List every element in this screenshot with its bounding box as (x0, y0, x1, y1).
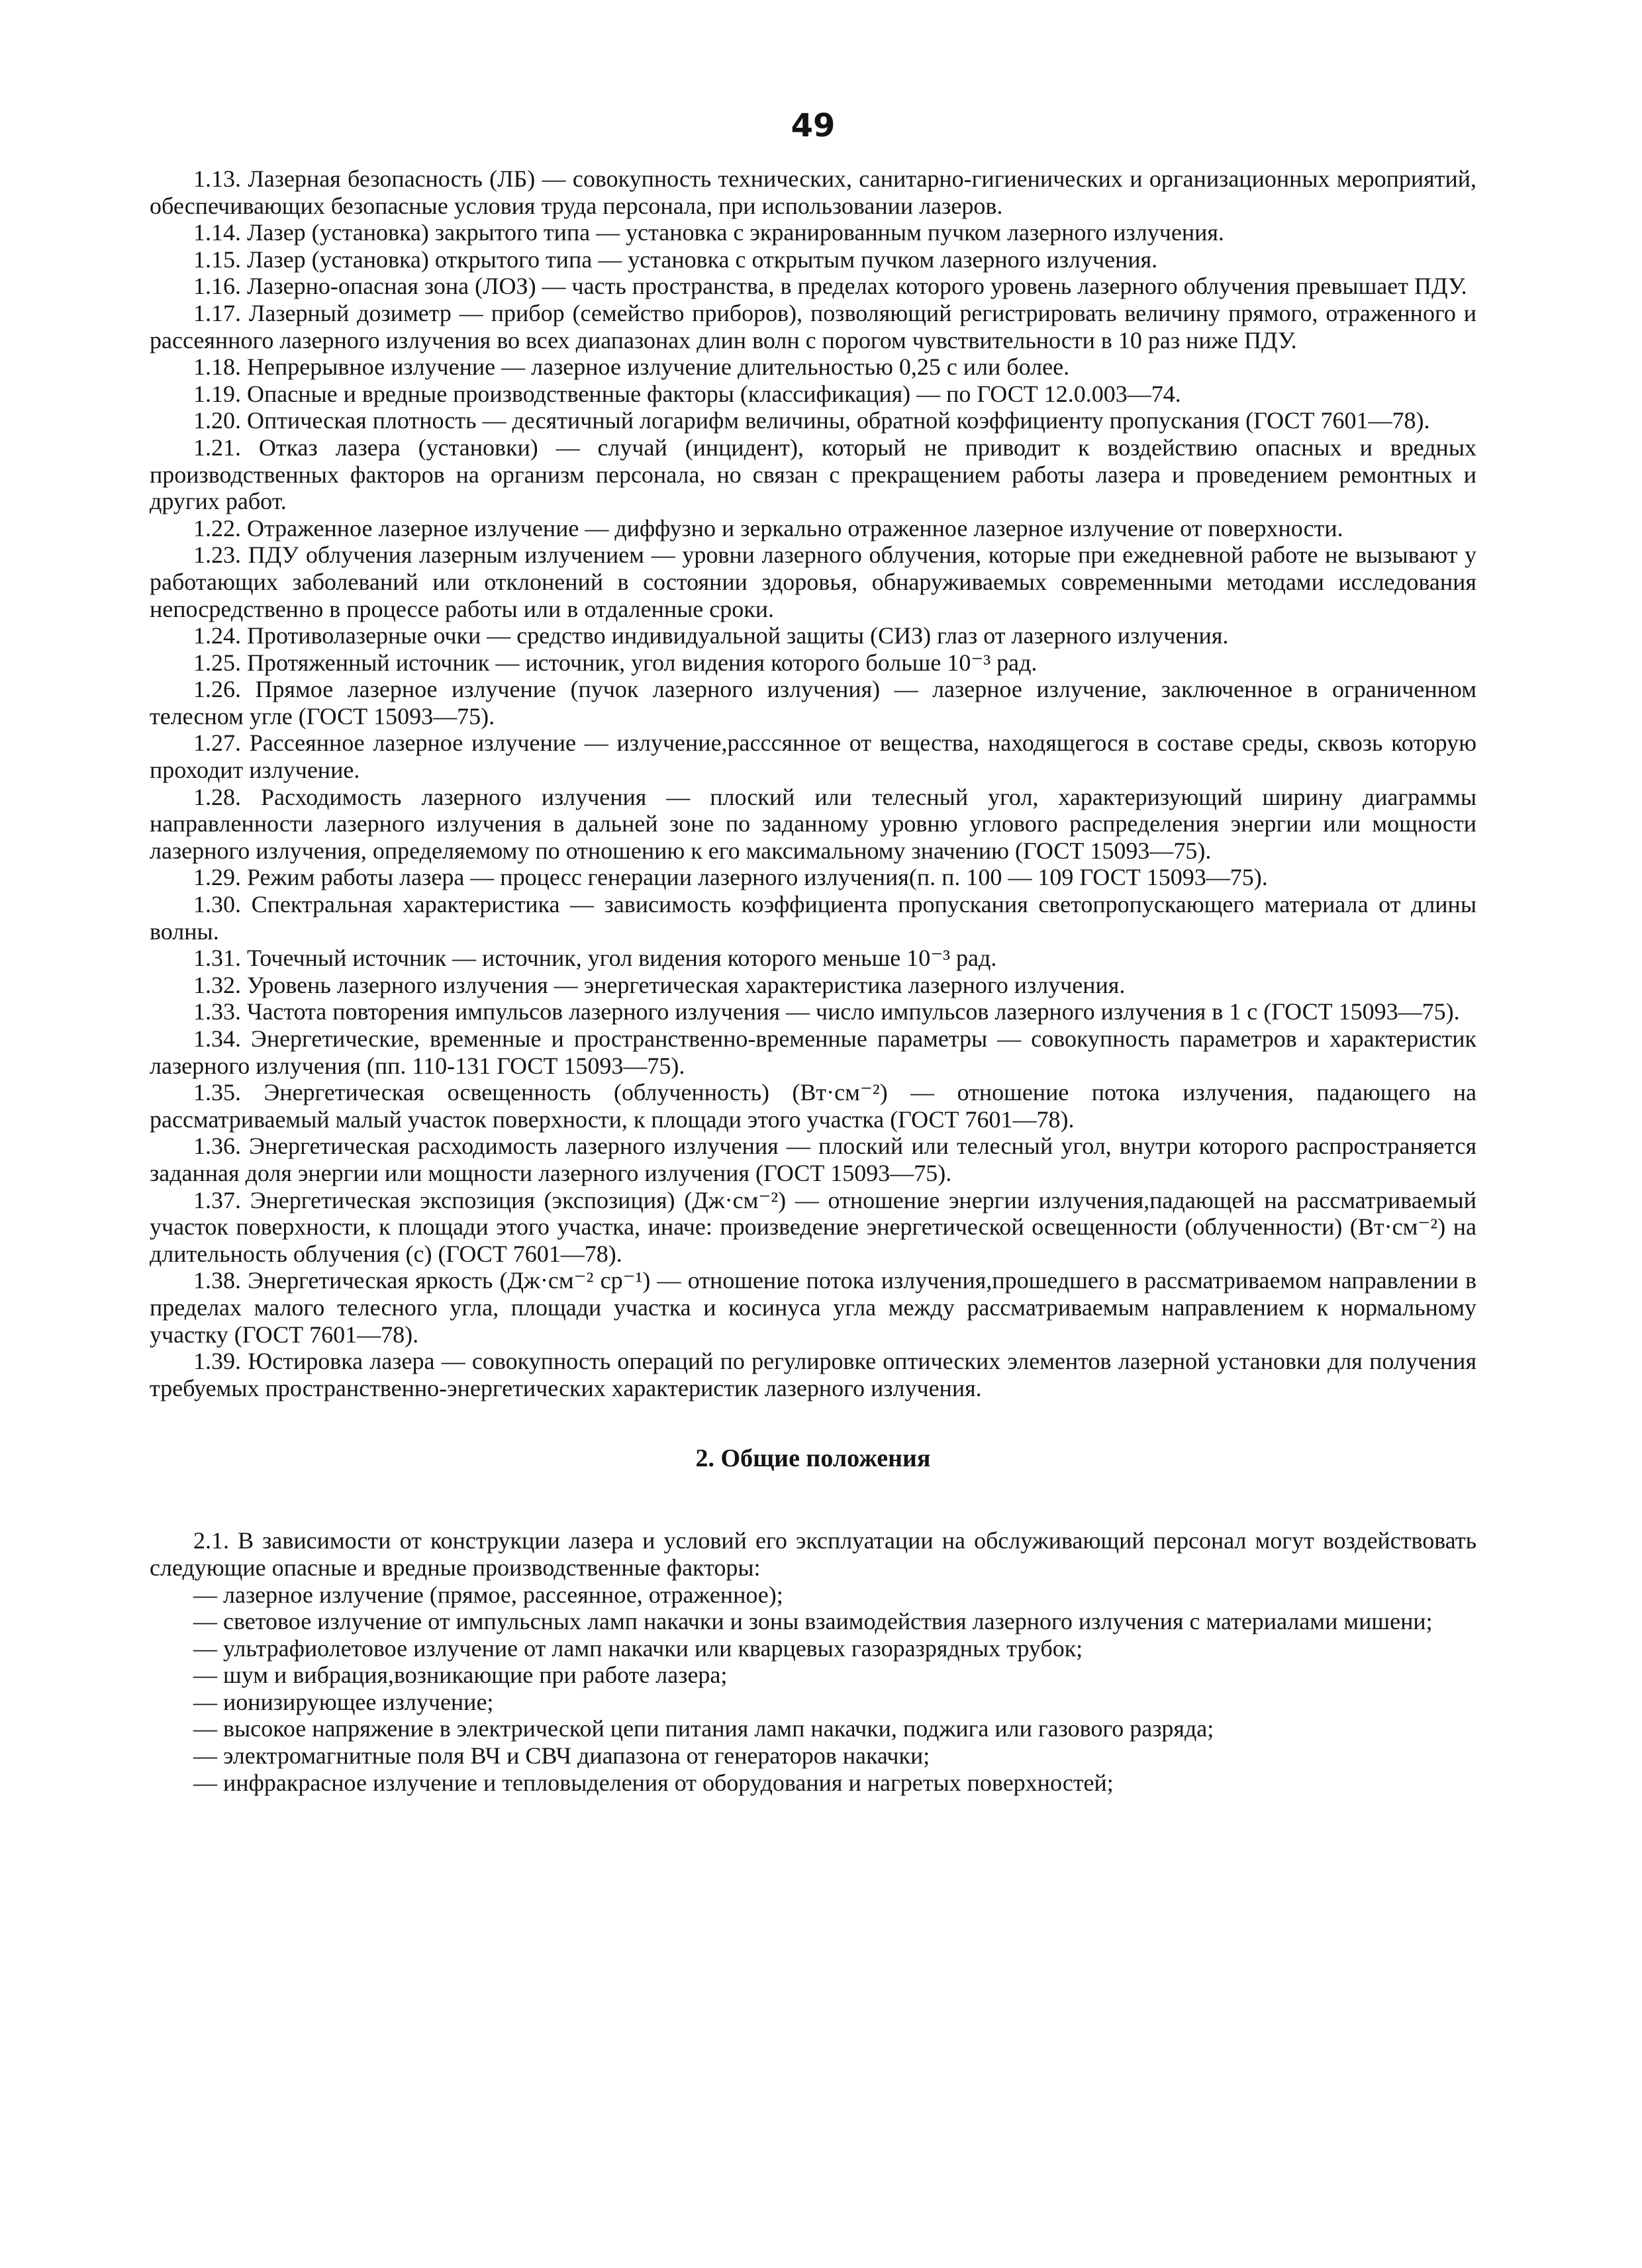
definition-1-28 (150, 784, 1476, 865)
definition-text: Энергетическая экспозиция (экспозиция) (Дж·см⁻²) — отношение энергии излучения,падающей на рассматриваемый участок поверхности, к площади этого участка, иначе: произведение энергетической освещенности (облученности) (Вт·см⁻²) на длительность облучения (с) (ГОСТ 7601—78). (150, 1186, 1476, 1267)
definition-number: 1.30. (193, 891, 241, 918)
definition-number: 1.35. (193, 1079, 241, 1106)
definition-number: 1.23. (193, 542, 241, 569)
definition-number: 1.29. (193, 864, 241, 891)
list-item: — световое излучение от импульсных ламп накачки и зоны взаимодействия лазерного излучения с материалами мишени; (193, 1608, 1433, 1635)
definition-number: 1.18. (193, 354, 241, 381)
definition-text: Спектральная характеристика — зависимость коэффициента пропускания светопропускающего материала от длины волны. (150, 891, 1476, 945)
definition-1-19 (150, 381, 1476, 408)
definition-1-21 (150, 434, 1476, 515)
definition-1-30 (150, 891, 1476, 945)
definition-1-27 (150, 730, 1476, 783)
definition-text: Лазер (установка) закрытого типа — установка с экранированным пучком лазерного излучения. (247, 219, 1224, 246)
definition-number: 1.34. (193, 1025, 241, 1052)
definition-1-16 (150, 273, 1476, 300)
definition-1-20 (150, 407, 1476, 434)
definition-number: 1.28. (193, 783, 241, 810)
definition-1-23 (150, 542, 1476, 622)
definition-text: Точечный источник — источник, угол видения которого меньше 10⁻³ рад. (247, 945, 997, 972)
definition-text: Расходимость лазерного излучения — плоский или телесный угол, характеризующий ширину диаграммы направленности лазерного излучения в дальней зоне по заданному уровню углового распределения энергии или мощности лазерного излучения, определяемому по отношению к его максимальному значению (ГОСТ 15093—75). (150, 783, 1476, 864)
definition-text: Лазерно-опасная зона (ЛОЗ) — часть пространства, в пределах которого уровень лазерного облучения превышает ПДУ. (247, 273, 1467, 300)
definition-text: Противолазерные очки — средство индивидуальной защиты (СИЗ) глаз от лазерного излучения. (247, 622, 1229, 649)
definition-number: 1.38. (193, 1267, 241, 1294)
definition-1-37 (150, 1187, 1476, 1268)
definition-1-17 (150, 300, 1476, 354)
definition-text: Лазерная безопасность (ЛБ) — совокупность технических, санитарно-гигиенических и организационных мероприятий, обеспечивающих безопасные условия труда персонала, при использовании лазеров. (150, 165, 1476, 219)
list-item: — ультрафиолетовое излучение от ламп накачки или кварцевых газоразрядных трубок; (193, 1634, 1083, 1662)
definition-number: 1.21. (193, 434, 241, 461)
list-item: — высокое напряжение в электрической цепи питания ламп накачки, поджига или газового разряда; (193, 1715, 1214, 1742)
definition-1-31 (150, 945, 1476, 972)
definition-number: 1.36. (193, 1133, 241, 1160)
definition-1-22 (150, 515, 1476, 542)
definition-1-18 (150, 354, 1476, 381)
definition-text: Прямое лазерное излучение (пучок лазерного излучения) — лазерное излучение, заключенное в ограниченном телесном угле (ГОСТ 15093—75). (150, 676, 1476, 730)
definition-number: 1.19. (193, 380, 241, 407)
definition-text: Лазерный дозиметр — прибор (семейство приборов), позволяющий регистрировать величину прямого, отраженного и рассеянного лазерного излучения во всех диапазонах длин волн с порогом чувствительности в 10 раз ниже ПДУ. (150, 299, 1476, 354)
definition-number: 1.27. (193, 730, 241, 757)
clause-number: 2.1. (193, 1527, 229, 1554)
definition-number: 1.17. (193, 299, 241, 326)
list-item: — электромагнитные поля ВЧ и СВЧ диапазона от генераторов накачки; (193, 1742, 930, 1770)
definition-number: 1.14. (193, 219, 241, 246)
definition-number: 1.26. (193, 676, 241, 703)
definition-1-32 (150, 972, 1476, 999)
definition-1-38 (150, 1267, 1476, 1348)
definition-1-24 (150, 622, 1476, 649)
definition-text: Лазер (установка) открытого типа — установка с открытым пучком лазерного излучения. (247, 246, 1158, 273)
definition-text: Режим работы лазера — процесс генерации лазерного излучения(п. п. 100 — 109 ГОСТ 15093—75). (247, 864, 1268, 891)
definition-number: 1.15. (193, 246, 241, 273)
definition-text: Протяженный источник — источник, угол видения которого больше 10⁻³ рад. (247, 649, 1038, 676)
definition-number: 1.37. (193, 1186, 241, 1213)
definition-1-29 (150, 864, 1476, 891)
definition-text: Оптическая плотность — десятичный логарифм величины, обратной коэффициенту пропускания (ГОСТ 7601—78). (247, 407, 1430, 434)
definition-number: 1.31. (193, 945, 241, 972)
definition-1-35 (150, 1079, 1476, 1133)
clause-2-1 (150, 1527, 1476, 1581)
definition-number: 1.20. (193, 407, 241, 434)
definition-1-33 (150, 998, 1476, 1025)
definition-number: 1.13. (193, 165, 241, 192)
definition-1-13 (150, 165, 1476, 219)
definition-number: 1.32. (193, 971, 241, 998)
definition-number: 1.39. (193, 1348, 241, 1375)
definition-text: Частота повторения импульсов лазерного излучения — число импульсов лазерного излучения в 1 с (ГОСТ 15093—75). (247, 998, 1460, 1025)
definition-1-34 (150, 1025, 1476, 1079)
clause-text: В зависимости от конструкции лазера и условий его эксплуатации на обслуживающий персонал могут воздействовать следующие опасные и вредные производственные факторы: (150, 1527, 1476, 1581)
definition-text: Рассеянное лазерное излучение — излучение,расссянное от вещества, находящегося в составе среды, сквозь которую проходит излучение. (150, 730, 1476, 784)
definition-number: 1.25. (193, 649, 241, 676)
page-number: 49 (791, 107, 836, 144)
hazard-factors-list (150, 1582, 1476, 1797)
section-heading: 2. Общие положения (695, 1444, 931, 1473)
list-item: — шум и вибрация,возникающие при работе лазера; (193, 1662, 728, 1689)
definition-text: Энергетическая яркость (Дж·см⁻² ср⁻¹) — отношение потока излучения,прошедшего в рассматриваемом направлении в пределах малого телесного угла, площади участка и косинуса угла между рассматриваемым направлением к нормальному участку (ГОСТ 7601—78). (150, 1267, 1476, 1348)
definition-number: 1.33. (193, 998, 241, 1025)
definition-number: 1.16. (193, 273, 241, 300)
definition-1-15 (150, 246, 1476, 273)
definition-number: 1.22. (193, 514, 241, 542)
general-provisions-section (150, 1527, 1476, 1796)
definition-1-36 (150, 1133, 1476, 1186)
definition-text: ПДУ облучения лазерным излучением — уровни лазерного облучения, которые при ежедневной работе не вызывают у работающих заболеваний или отклонений в состоянии здоровья, обнаруживаемых современными методами исследования непосредственно в процессе работы или в отдаленные сроки. (150, 542, 1476, 622)
definition-number: 1.24. (193, 622, 241, 649)
definition-text: Энергетическая расходимость лазерного излучения — плоский или телесный угол, внутри которого распространяется заданная доля энергии или мощности лазерного излучения (ГОСТ 15093—75). (150, 1133, 1476, 1186)
definition-text: Энергетическая освещенность (облученность) (Вт·см⁻²) — отношение потока излучения, падающего на рассматриваемый малый участок поверхности, к площади этого участка (ГОСТ 7601—78). (150, 1079, 1476, 1133)
definition-text: Уровень лазерного излучения — энергетическая характеристика лазерного излучения. (247, 971, 1126, 998)
definition-1-25 (150, 649, 1476, 677)
definition-text: Энергетические, временные и пространственно-временные параметры — совокупность параметров и характеристик лазерного излучения (пп. 110-131 ГОСТ 15093—75). (150, 1025, 1476, 1079)
definition-1-14 (150, 219, 1476, 246)
definition-text: Юстировка лазера — совокупность операций по регулировке оптических элементов лазерной установки для получения требуемых пространственно-энергетических характеристик лазерного излучения. (150, 1348, 1476, 1401)
definition-1-26 (150, 676, 1476, 730)
definition-text: Отраженное лазерное излучение — диффузно и зеркально отраженное лазерное излучение от поверхности. (247, 514, 1343, 542)
definition-text: Непрерывное излучение — лазерное излучение длительностью 0,25 с или более. (247, 354, 1070, 381)
definition-text: Опасные и вредные производственные факторы (классификация) — по ГОСТ 12.0.003—74. (247, 380, 1181, 407)
list-item: — лазерное излучение (прямое, рассеянное, отраженное); (193, 1581, 783, 1608)
definition-1-39 (150, 1348, 1476, 1401)
list-item: — ионизирующее излучение; (193, 1688, 494, 1715)
definition-text: Отказ лазера (установки) — случай (инцидент), который не приводит к воздействию опасных и вредных производственных факторов на организм персонала, но связан с прекращением работы лазера и проведением ремонтных и других работ. (150, 434, 1476, 515)
document-page (150, 106, 1476, 2238)
list-item: — инфракрасное излучение и тепловыделения от оборудования и нагретых поверхностей; (193, 1769, 1114, 1796)
definitions-section (150, 165, 1476, 1401)
